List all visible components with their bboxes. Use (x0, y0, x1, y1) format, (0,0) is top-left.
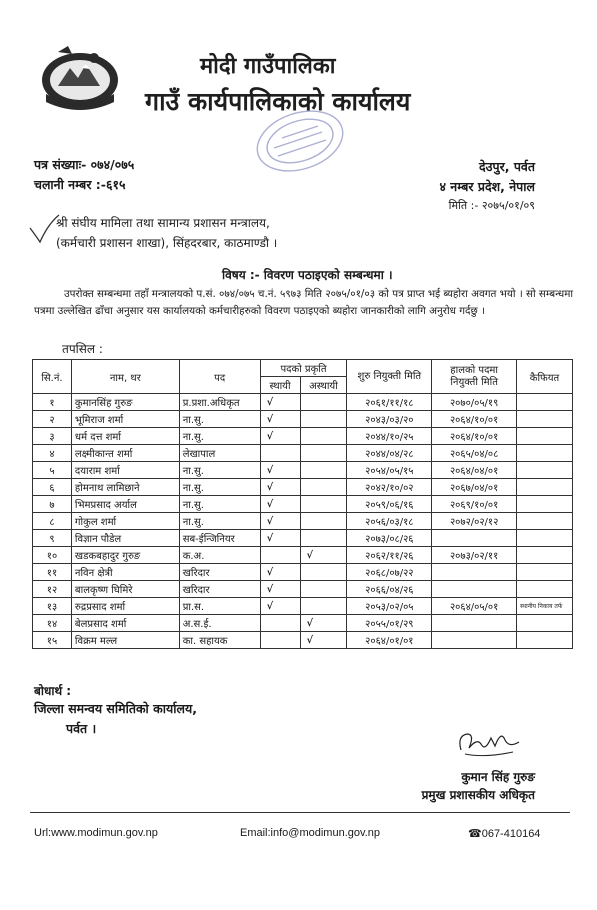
cell-current-appointment: २०७०/०५/१९ (432, 394, 517, 411)
column-header-current-appointment: हालको पदमा नियुक्ती मिति (432, 360, 517, 394)
footer-divider (30, 812, 570, 813)
cell-remarks (517, 428, 573, 445)
cell-current-appointment (432, 564, 517, 581)
staff-details-table (32, 359, 573, 649)
dispatch-number (34, 176, 125, 193)
cell-post: लेखापाल (179, 445, 260, 462)
cell-temporary (300, 564, 347, 581)
cell-temporary (300, 479, 347, 496)
cell-post: ना.सु. (179, 411, 260, 428)
cell-sn: ४ (33, 445, 72, 462)
table-row (33, 445, 573, 462)
cell-first-appointment: २०६१/११/१८ (347, 394, 432, 411)
cell-remarks (517, 513, 573, 530)
cell-post: प्रा.स. (179, 598, 260, 615)
column-header-permanent: स्थायी (260, 377, 300, 394)
recipient-line-2: (कर्मचारी प्रशासन शाखा), सिंहदरबार, काठमाण्डौ । (56, 236, 278, 250)
cell-name: भूमिराज शर्मा (71, 411, 179, 428)
cell-permanent: √ (260, 411, 300, 428)
dispatch-number-value: ६१५ (105, 177, 126, 192)
cell-post: ना.सु. (179, 462, 260, 479)
cell-sn: ५ (33, 462, 72, 479)
cell-current-appointment (432, 632, 517, 649)
cell-temporary: √ (300, 632, 347, 649)
cell-sn: ३ (33, 428, 72, 445)
dispatch-number-label: चलानी नम्बर :- (34, 177, 106, 192)
cell-sn: १३ (33, 598, 72, 615)
cell-current-appointment (432, 530, 517, 547)
cell-remarks (517, 445, 573, 462)
cell-current-appointment: २०७३/०२/११ (432, 547, 517, 564)
cc-heading: बोधार्थ : (34, 684, 72, 698)
office-name: गाउँ कार्यपालिकाको कार्यालय (145, 87, 411, 116)
cc-line-2: पर्वत । (66, 721, 97, 736)
cell-post: सब-ईन्जिनियर (179, 530, 260, 547)
cell-current-appointment: २०६४/०५/०१ (432, 598, 517, 615)
cell-current-appointment (432, 615, 517, 632)
address-line-2: ४ नम्बर प्रदेश, नेपाल (439, 179, 535, 194)
cell-current-appointment: २०६४/१०/०१ (432, 411, 517, 428)
cell-permanent (260, 445, 300, 462)
office-seal-icon (252, 108, 348, 174)
cell-name: गोकुल शर्मा (71, 513, 179, 530)
reference-number-value: ०७४/०७५ (90, 157, 135, 172)
cell-name: विक्रम मल्ल (71, 632, 179, 649)
signatory-name: कुमान सिंह गुरुङ (461, 770, 535, 784)
cc-line-1: जिल्ला समन्वय समितिको कार्यालय, (34, 701, 197, 716)
cell-temporary (300, 513, 347, 530)
cell-current-appointment: २०६४/०४/०१ (432, 462, 517, 479)
cell-first-appointment: २०५४/०५/१५ (347, 462, 432, 479)
table-row (33, 462, 573, 479)
cell-current-appointment: २०६७/०४/०१ (432, 479, 517, 496)
cell-current-appointment: २०६४/१०/०१ (432, 428, 517, 445)
cell-first-appointment: २०४४/१०/२५ (347, 428, 432, 445)
cell-temporary (300, 581, 347, 598)
cell-permanent: √ (260, 598, 300, 615)
table-row (33, 547, 573, 564)
cell-post: क.अ. (179, 547, 260, 564)
cell-sn: ९ (33, 530, 72, 547)
cell-remarks (517, 632, 573, 649)
cell-remarks (517, 564, 573, 581)
table-row (33, 530, 573, 547)
cell-temporary (300, 462, 347, 479)
phone-icon: ☎ (468, 828, 482, 840)
letter-subject: विषय :- विवरण पठाइएको सम्बन्धमा । (222, 268, 393, 282)
cell-permanent: √ (260, 530, 300, 547)
footer-website-link[interactable]: Url:www.modimun.gov.np (34, 827, 158, 839)
letter-date: मिति :- २०७५/०१/०९ (448, 199, 535, 212)
cell-post: प्र.प्रशा.अधिकृत (179, 394, 260, 411)
cell-remarks: स्थानीय निकाय तर्फ (517, 598, 573, 615)
table-header-row (33, 360, 573, 377)
cell-remarks (517, 411, 573, 428)
cell-name: विज्ञान पौडेल (71, 530, 179, 547)
cell-name: बालकृष्ण घिमिरे (71, 581, 179, 598)
table-row (33, 394, 573, 411)
table-row (33, 496, 573, 513)
cell-temporary (300, 445, 347, 462)
table-row (33, 632, 573, 649)
cell-remarks (517, 462, 573, 479)
cell-remarks (517, 479, 573, 496)
cell-name: भिमप्रसाद अर्याल (71, 496, 179, 513)
cell-name: नविन क्षेत्री (71, 564, 179, 581)
government-emblem-icon (38, 44, 122, 110)
table-row (33, 581, 573, 598)
cell-name: होमनाथ लामिछाने (71, 479, 179, 496)
cell-sn: ८ (33, 513, 72, 530)
cell-temporary (300, 428, 347, 445)
cell-remarks (517, 547, 573, 564)
cell-sn: २ (33, 411, 72, 428)
cell-remarks (517, 615, 573, 632)
cell-temporary (300, 598, 347, 615)
cell-remarks (517, 581, 573, 598)
cell-permanent (260, 547, 300, 564)
table-heading: तपसिल : (62, 342, 103, 356)
cell-sn: १५ (33, 632, 72, 649)
cell-remarks (517, 496, 573, 513)
municipality-name: मोदी गाउँपालिका (200, 54, 336, 79)
cell-sn: ६ (33, 479, 72, 496)
cell-first-appointment: २०६८/०७/२२ (347, 564, 432, 581)
cell-first-appointment: २०७३/०८/२६ (347, 530, 432, 547)
cell-current-appointment: २०७२/०२/१२ (432, 513, 517, 530)
cell-permanent: √ (260, 394, 300, 411)
column-header-first-appointment: शुरु नियुक्ती मिति (347, 360, 432, 394)
cell-permanent: √ (260, 479, 300, 496)
cell-first-appointment: २०५९/०६/१६ (347, 496, 432, 513)
cell-sn: ११ (33, 564, 72, 581)
cell-temporary (300, 394, 347, 411)
cell-temporary: √ (300, 547, 347, 564)
cell-post: का. सहायक (179, 632, 260, 649)
table-row (33, 479, 573, 496)
cell-post: ना.सु. (179, 496, 260, 513)
cell-permanent: √ (260, 428, 300, 445)
letter-body: उपरोक्त सम्बन्धमा तहाँ मन्त्रालयको प.सं. ०७४/०७५ च.नं. ५९७३ मिति २०७५/०१/०३ को पत्र प्राप्त भई ब्यहोरा अवगत भयो । सो सम्बन्धमा पत्रमा उल्लेखित ढाँचा अनुसार यस कार्यालयको कर्मचारीहरुको विवरण पठाइएको ब्यहोरा जानकारीको लागि अनुरोध गर्दछु । (34, 288, 574, 317)
recipient-line-1: श्री संघीय मामिला तथा सामान्य प्रशासन मन्त्रालय, (56, 216, 270, 230)
cell-temporary: √ (300, 615, 347, 632)
cell-post: ना.सु. (179, 428, 260, 445)
cell-name: दयाराम शर्मा (71, 462, 179, 479)
cell-name: रुद्रप्रसाद शर्मा (71, 598, 179, 615)
cell-first-appointment: २०४३/०३/२० (347, 411, 432, 428)
cell-post: खरिदार (179, 581, 260, 598)
cell-permanent: √ (260, 564, 300, 581)
column-header-post: पद (179, 360, 260, 394)
table-row (33, 564, 573, 581)
table-row (33, 428, 573, 445)
cell-sn: १० (33, 547, 72, 564)
cell-permanent: √ (260, 581, 300, 598)
column-header-remarks: कैफियत (517, 360, 573, 394)
cell-permanent: √ (260, 496, 300, 513)
address-line-1: देउपुर, पर्वत (479, 159, 535, 174)
cell-first-appointment: २०६२/११/२६ (347, 547, 432, 564)
table-row (33, 615, 573, 632)
cell-temporary (300, 530, 347, 547)
cell-sn: ७ (33, 496, 72, 513)
cell-temporary (300, 496, 347, 513)
cell-first-appointment: २०६६/०४/२६ (347, 581, 432, 598)
cell-remarks (517, 530, 573, 547)
cell-first-appointment: २०४४/०४/२८ (347, 445, 432, 462)
cell-current-appointment (432, 581, 517, 598)
cell-sn: १२ (33, 581, 72, 598)
cell-post: खरिदार (179, 564, 260, 581)
cell-first-appointment: २०५३/०२/०५ (347, 598, 432, 615)
cell-first-appointment: २०५६/०३/१८ (347, 513, 432, 530)
cell-permanent: √ (260, 462, 300, 479)
column-header-nature: पदको प्रकृति (260, 360, 347, 377)
cell-post: अ.स.ई. (179, 615, 260, 632)
table-row (33, 411, 573, 428)
footer-phone-number: 067-410164 (481, 828, 541, 840)
cell-first-appointment: २०६४/०१/०१ (347, 632, 432, 649)
signature-icon (455, 726, 525, 762)
table-row (33, 513, 573, 530)
cell-first-appointment: २०५५/०१/२९ (347, 615, 432, 632)
cell-name: बेलप्रसाद शर्मा (71, 615, 179, 632)
cell-current-appointment: २०६९/१०/०१ (432, 496, 517, 513)
cell-name: कुमानसिंह गुरुङ (71, 394, 179, 411)
column-header-temporary: अस्थायी (300, 377, 347, 394)
cell-name: लक्ष्मीकान्त शर्मा (71, 445, 179, 462)
cell-remarks (517, 394, 573, 411)
cell-temporary (300, 411, 347, 428)
reference-number (34, 156, 134, 173)
cell-permanent (260, 632, 300, 649)
column-header-sn: सि.नं. (33, 360, 72, 394)
cell-name: खडकबहादुर गुरुङ (71, 547, 179, 564)
cell-permanent: √ (260, 513, 300, 530)
cell-name: धर्म दत्त शर्मा (71, 428, 179, 445)
cell-post: ना.सु. (179, 479, 260, 496)
column-header-name: नाम, थर (71, 360, 179, 394)
table-row (33, 598, 573, 615)
cell-sn: १ (33, 394, 72, 411)
cell-permanent (260, 615, 300, 632)
footer-email-link[interactable]: Email:info@modimun.gov.np (240, 827, 380, 839)
cell-first-appointment: २०४२/१०/०२ (347, 479, 432, 496)
footer-phone (468, 827, 540, 840)
cell-post: ना.सु. (179, 513, 260, 530)
reference-number-label: पत्र संख्याः- (34, 157, 91, 172)
signatory-title: प्रमुख प्रशासकीय अधिकृत (421, 788, 535, 802)
cell-sn: १४ (33, 615, 72, 632)
cell-current-appointment: २०६५/०४/०८ (432, 445, 517, 462)
